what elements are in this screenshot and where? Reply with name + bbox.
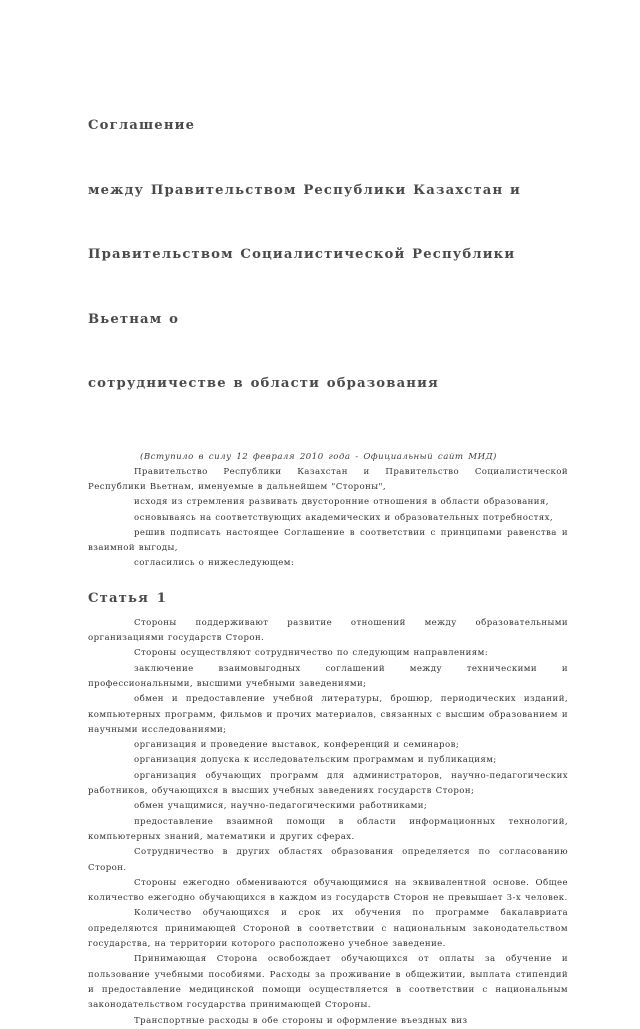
article-paragraph-8: обмен учащимися, научно-педагогическими работниками; [134, 801, 428, 812]
title-line-1: Соглашение [88, 118, 196, 133]
preamble-paragraph-4: решив подписать настоящее Соглашение в соответствии с принципами равенства и взаимной выгоды, [88, 527, 568, 554]
article-paragraph-10: Сотрудничество в других областях образования определяется по согласованию Сторон. [88, 847, 568, 873]
preamble-paragraph-3: основываясь на соответствующих академических и образовательных потребностях, [134, 512, 554, 523]
article-paragraph-12: Количество обучающихся и срок их обучения по программе бакалавриата определяются принимающей Стороной в соответствии с национальным законодательством государства, на территории которого расположено учебное заведение. [88, 908, 568, 950]
preamble-paragraph-2: исходя из стремления развивать двусторонние отношения в области образования, [134, 497, 549, 508]
article-paragraph-14: Транспортные расходы в обе стороны и оформление въездных виз [134, 1015, 468, 1026]
preamble-paragraph-5: согласились о нижеследующем: [134, 558, 295, 569]
page-title [88, 72, 568, 438]
article-paragraph-7: организация обучающих программ для администраторов, научно-педагогических работников, обучающихся в высших учебных заведениях государств Сторон; [88, 770, 568, 797]
article-paragraph-1: Стороны поддерживают развитие отношений между образовательными организациями государств Сторон. [88, 617, 568, 644]
title-line-3: Правительством Социалистической Республики [88, 247, 516, 262]
article-heading: Статья 1 [88, 590, 168, 606]
title-line-4: Вьетнам о [88, 311, 180, 327]
article-paragraph-13: Принимающая Сторона освобождает обучающихся от оплаты за обучение и пользование учебными пособиями. Расходы за проживание в общежитии, выплата стипендий и предоставление медицинской помощи осуществляется в соответствии с национальным законодательством государства принимающей Стороны. [88, 954, 568, 1011]
title-line-5: сотрудничестве в области образования [88, 376, 439, 391]
article-paragraph-2: Стороны осуществляют сотрудничество по следующим направлениям: [134, 648, 489, 659]
effective-date-note: (Вступило в силу 12 февраля 2010 года - Официальный сайт МИД) [140, 451, 497, 462]
article-paragraph-4: обмен и предоставление учебной литературы, брошюр, периодических изданий, компьютерных программ, фильмов и прочих материалов, связанных с высшим образованием и научными исследованиями; [88, 694, 568, 735]
preamble-paragraph-1: Правительство Республики Казахстан и Правительство Социалистической Республики Вьетнам, именуемые в дальнейшем "Стороны", [88, 466, 568, 492]
article-paragraph-11: Стороны ежегодно обмениваются обучающимися на эквивалентной основе. Общее количество ежегодно обучающихся в каждом из государств Сторон не превышает 3-х человек. [88, 877, 568, 904]
article-paragraph-3: заключение взаимовыгодных соглашений между техническими и профессиональными, высшими учебными заведениями; [88, 663, 568, 689]
article-paragraph-9: предоставление взаимной помощи в области информационных технологий, компьютерных знаний, математики и других сферах. [88, 816, 568, 842]
article-paragraph-6: организация допуска к исследовательским программам и публикациям; [134, 755, 497, 766]
title-line-2: между Правительством Республики Казахстан и [88, 182, 521, 198]
article-paragraph-5: организация и проведение выставок, конференций и семинаров; [134, 740, 460, 751]
